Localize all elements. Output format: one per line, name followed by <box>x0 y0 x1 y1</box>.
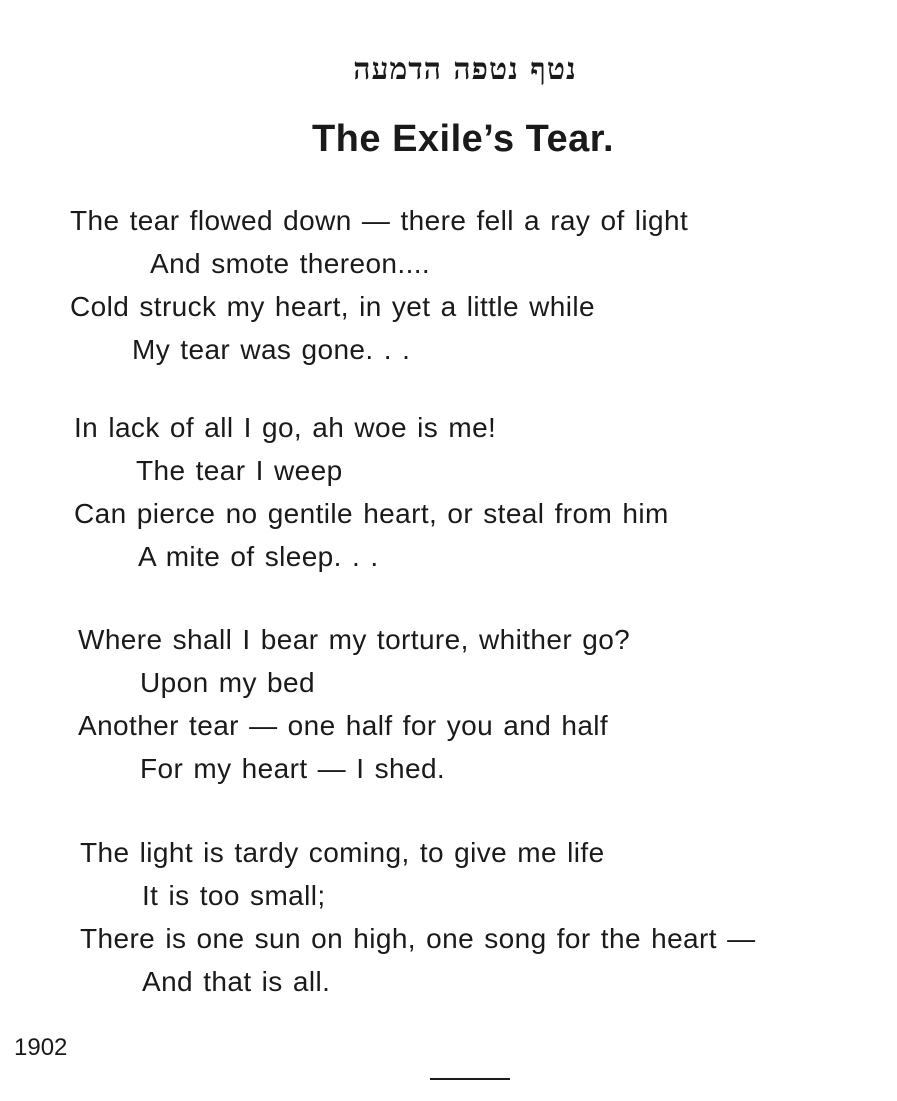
poem-line-indented: For my heart — I shed. <box>140 753 446 784</box>
poem-line-indented: A mite of sleep. . . <box>138 541 379 572</box>
poem-title: The Exile’s Tear. <box>311 118 615 160</box>
poem-line: In lack of all I go, ah woe is me! <box>74 412 497 443</box>
poem-line-indented: And smote thereon.... <box>150 248 431 279</box>
poem-line: There is one sun on high, one song for the heart — <box>80 923 756 954</box>
poem-line: Cold struck my heart, in yet a little while <box>70 291 595 322</box>
poem-line-indented: Upon my bed <box>140 667 315 698</box>
stanza-1 <box>70 199 870 371</box>
stanza-4 <box>80 831 880 1003</box>
divider-rule <box>430 1078 510 1080</box>
hebrew-title: נטף נטפה הדמעה <box>353 52 577 87</box>
poem-line: The tear flowed down — there fell a ray of light <box>70 205 689 236</box>
poem-line: Another tear — one half for you and half <box>78 710 609 741</box>
poem-line-indented: And that is all. <box>142 966 331 997</box>
poem-line-indented: My tear was gone. . . <box>132 334 411 365</box>
stanza-3 <box>78 618 878 790</box>
poem-line-indented: The tear I weep <box>136 455 343 486</box>
poem-line-indented: It is too small; <box>142 880 326 911</box>
poem-line: The light is tardy coming, to give me life <box>80 837 605 868</box>
year-label: 1902 <box>14 1034 68 1061</box>
poem-line: Can pierce no gentile heart, or steal from him <box>74 498 669 529</box>
poem-line: Where shall I bear my torture, whither go? <box>78 624 631 655</box>
stanza-2 <box>74 406 874 578</box>
